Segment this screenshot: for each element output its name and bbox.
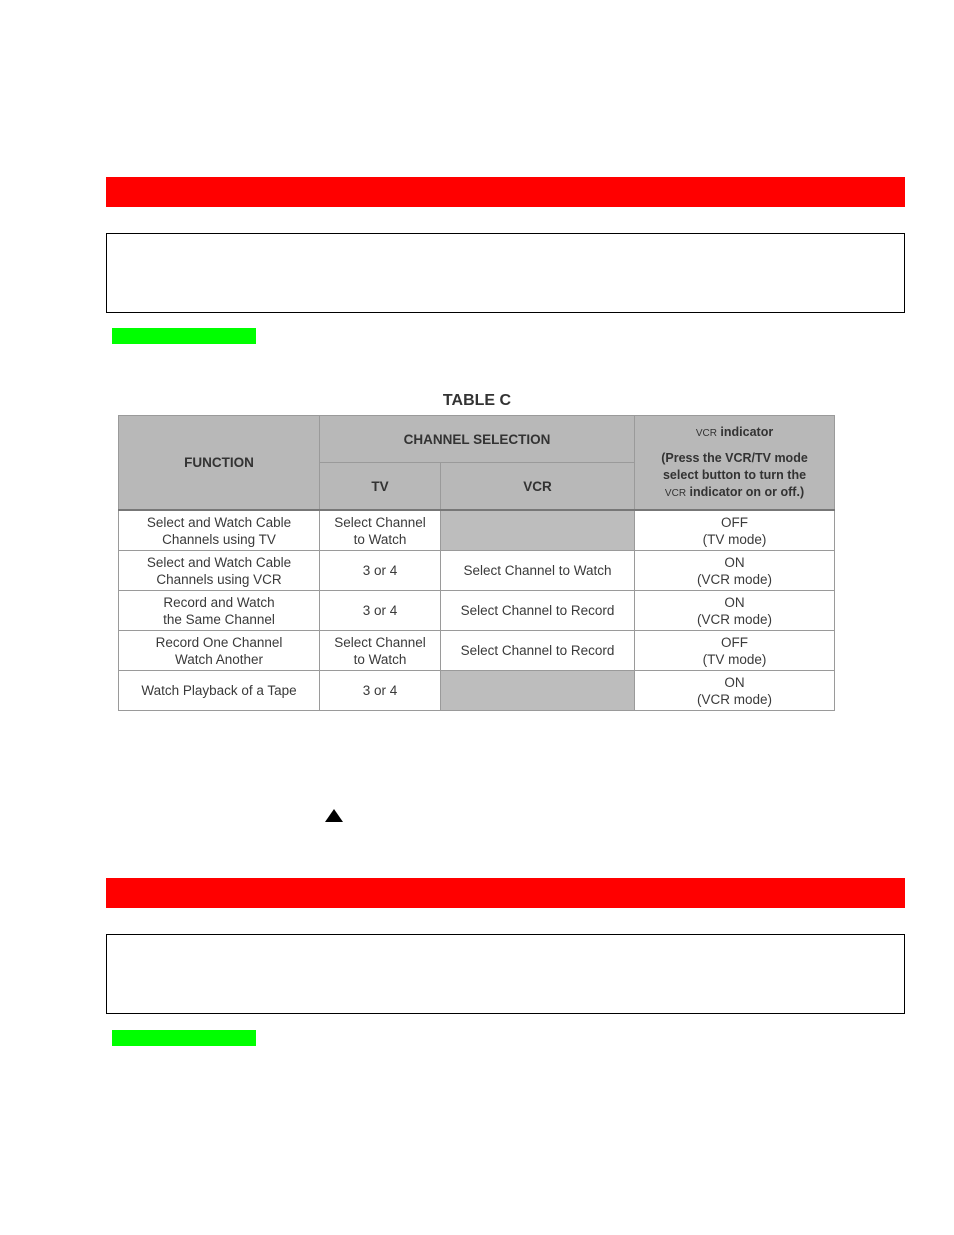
table-row: [119, 631, 835, 671]
indicator-note-line1: (Press the VCR/TV mode: [661, 450, 808, 465]
table-title: TABLE C: [442, 392, 512, 409]
section-header-bar-1: [106, 177, 905, 207]
tv-cell: 3 or 4: [320, 591, 441, 631]
function-cell: [119, 631, 320, 671]
table-row: [119, 671, 835, 711]
tv-line: Select Channel: [334, 634, 426, 650]
vcr-cell: Select Channel to Record: [441, 631, 635, 671]
function-line: Select and Watch Cable: [146, 554, 292, 570]
tv-cell: 3 or 4: [320, 671, 441, 711]
indicator-state: OFF: [721, 634, 749, 650]
indicator-prefix: VCR: [695, 427, 717, 439]
header-function: FUNCTION: [119, 416, 320, 511]
table-row: [119, 510, 835, 551]
section-header-bar-2: [106, 878, 905, 908]
function-cell: [119, 510, 320, 551]
tv-cell: [320, 510, 441, 551]
indicator-cell: [635, 591, 835, 631]
function-cell: [119, 551, 320, 591]
indicator-label: indicator: [720, 424, 774, 439]
function-cell: Watch Playback of a Tape: [119, 671, 320, 711]
indicator-state: ON: [724, 594, 745, 610]
indicator-note-line2: select button to turn the: [662, 467, 807, 482]
indicator-mode: (VCR mode): [697, 611, 773, 627]
section-text-box-2: [106, 934, 905, 1014]
function-line: Select and Watch Cable: [146, 514, 292, 530]
tv-line: Select Channel: [334, 514, 426, 530]
header-vcr-indicator: [635, 416, 835, 511]
tv-line: to Watch: [353, 651, 407, 667]
section-text-box-1: [106, 233, 905, 313]
table-row: [119, 591, 835, 631]
function-line: Channels using VCR: [156, 571, 282, 587]
vcr-cell: Select Channel to Record: [441, 591, 635, 631]
indicator-cell: [635, 551, 835, 591]
tv-line: to Watch: [353, 531, 407, 547]
indicator-note-prefix: VCR: [664, 487, 687, 499]
function-line: Record and Watch: [163, 594, 275, 610]
tv-cell: 3 or 4: [320, 551, 441, 591]
vcr-cell: Select Channel to Watch: [441, 551, 635, 591]
tv-cell: [320, 631, 441, 671]
indicator-mode: (VCR mode): [697, 691, 773, 707]
function-line: Watch Another: [174, 651, 264, 667]
vcr-cell: [441, 510, 635, 551]
indicator-cell: [635, 671, 835, 711]
header-tv: TV: [320, 463, 441, 511]
indicator-state: ON: [724, 674, 745, 690]
function-line: Record One Channel: [155, 634, 283, 650]
indicator-mode: (VCR mode): [697, 571, 773, 587]
table-row: [119, 551, 835, 591]
vcr-cell: [441, 671, 635, 711]
indicator-note-line3: indicator on or off.): [689, 484, 805, 499]
function-line: the Same Channel: [163, 611, 275, 627]
highlight-bar-1: [112, 328, 256, 344]
indicator-cell: [635, 510, 835, 551]
indicator-cell: [635, 631, 835, 671]
indicator-state: ON: [724, 554, 745, 570]
function-line: Channels using TV: [162, 531, 276, 547]
channel-selection-table: [118, 415, 835, 711]
function-cell: [119, 591, 320, 631]
header-channel-selection: CHANNEL SELECTION: [320, 416, 635, 463]
header-vcr: VCR: [441, 463, 635, 511]
indicator-mode: (TV mode): [702, 651, 767, 667]
up-triangle-icon[interactable]: [325, 809, 343, 822]
indicator-mode: (TV mode): [702, 531, 767, 547]
indicator-state: OFF: [721, 514, 749, 530]
highlight-bar-2: [112, 1030, 256, 1046]
